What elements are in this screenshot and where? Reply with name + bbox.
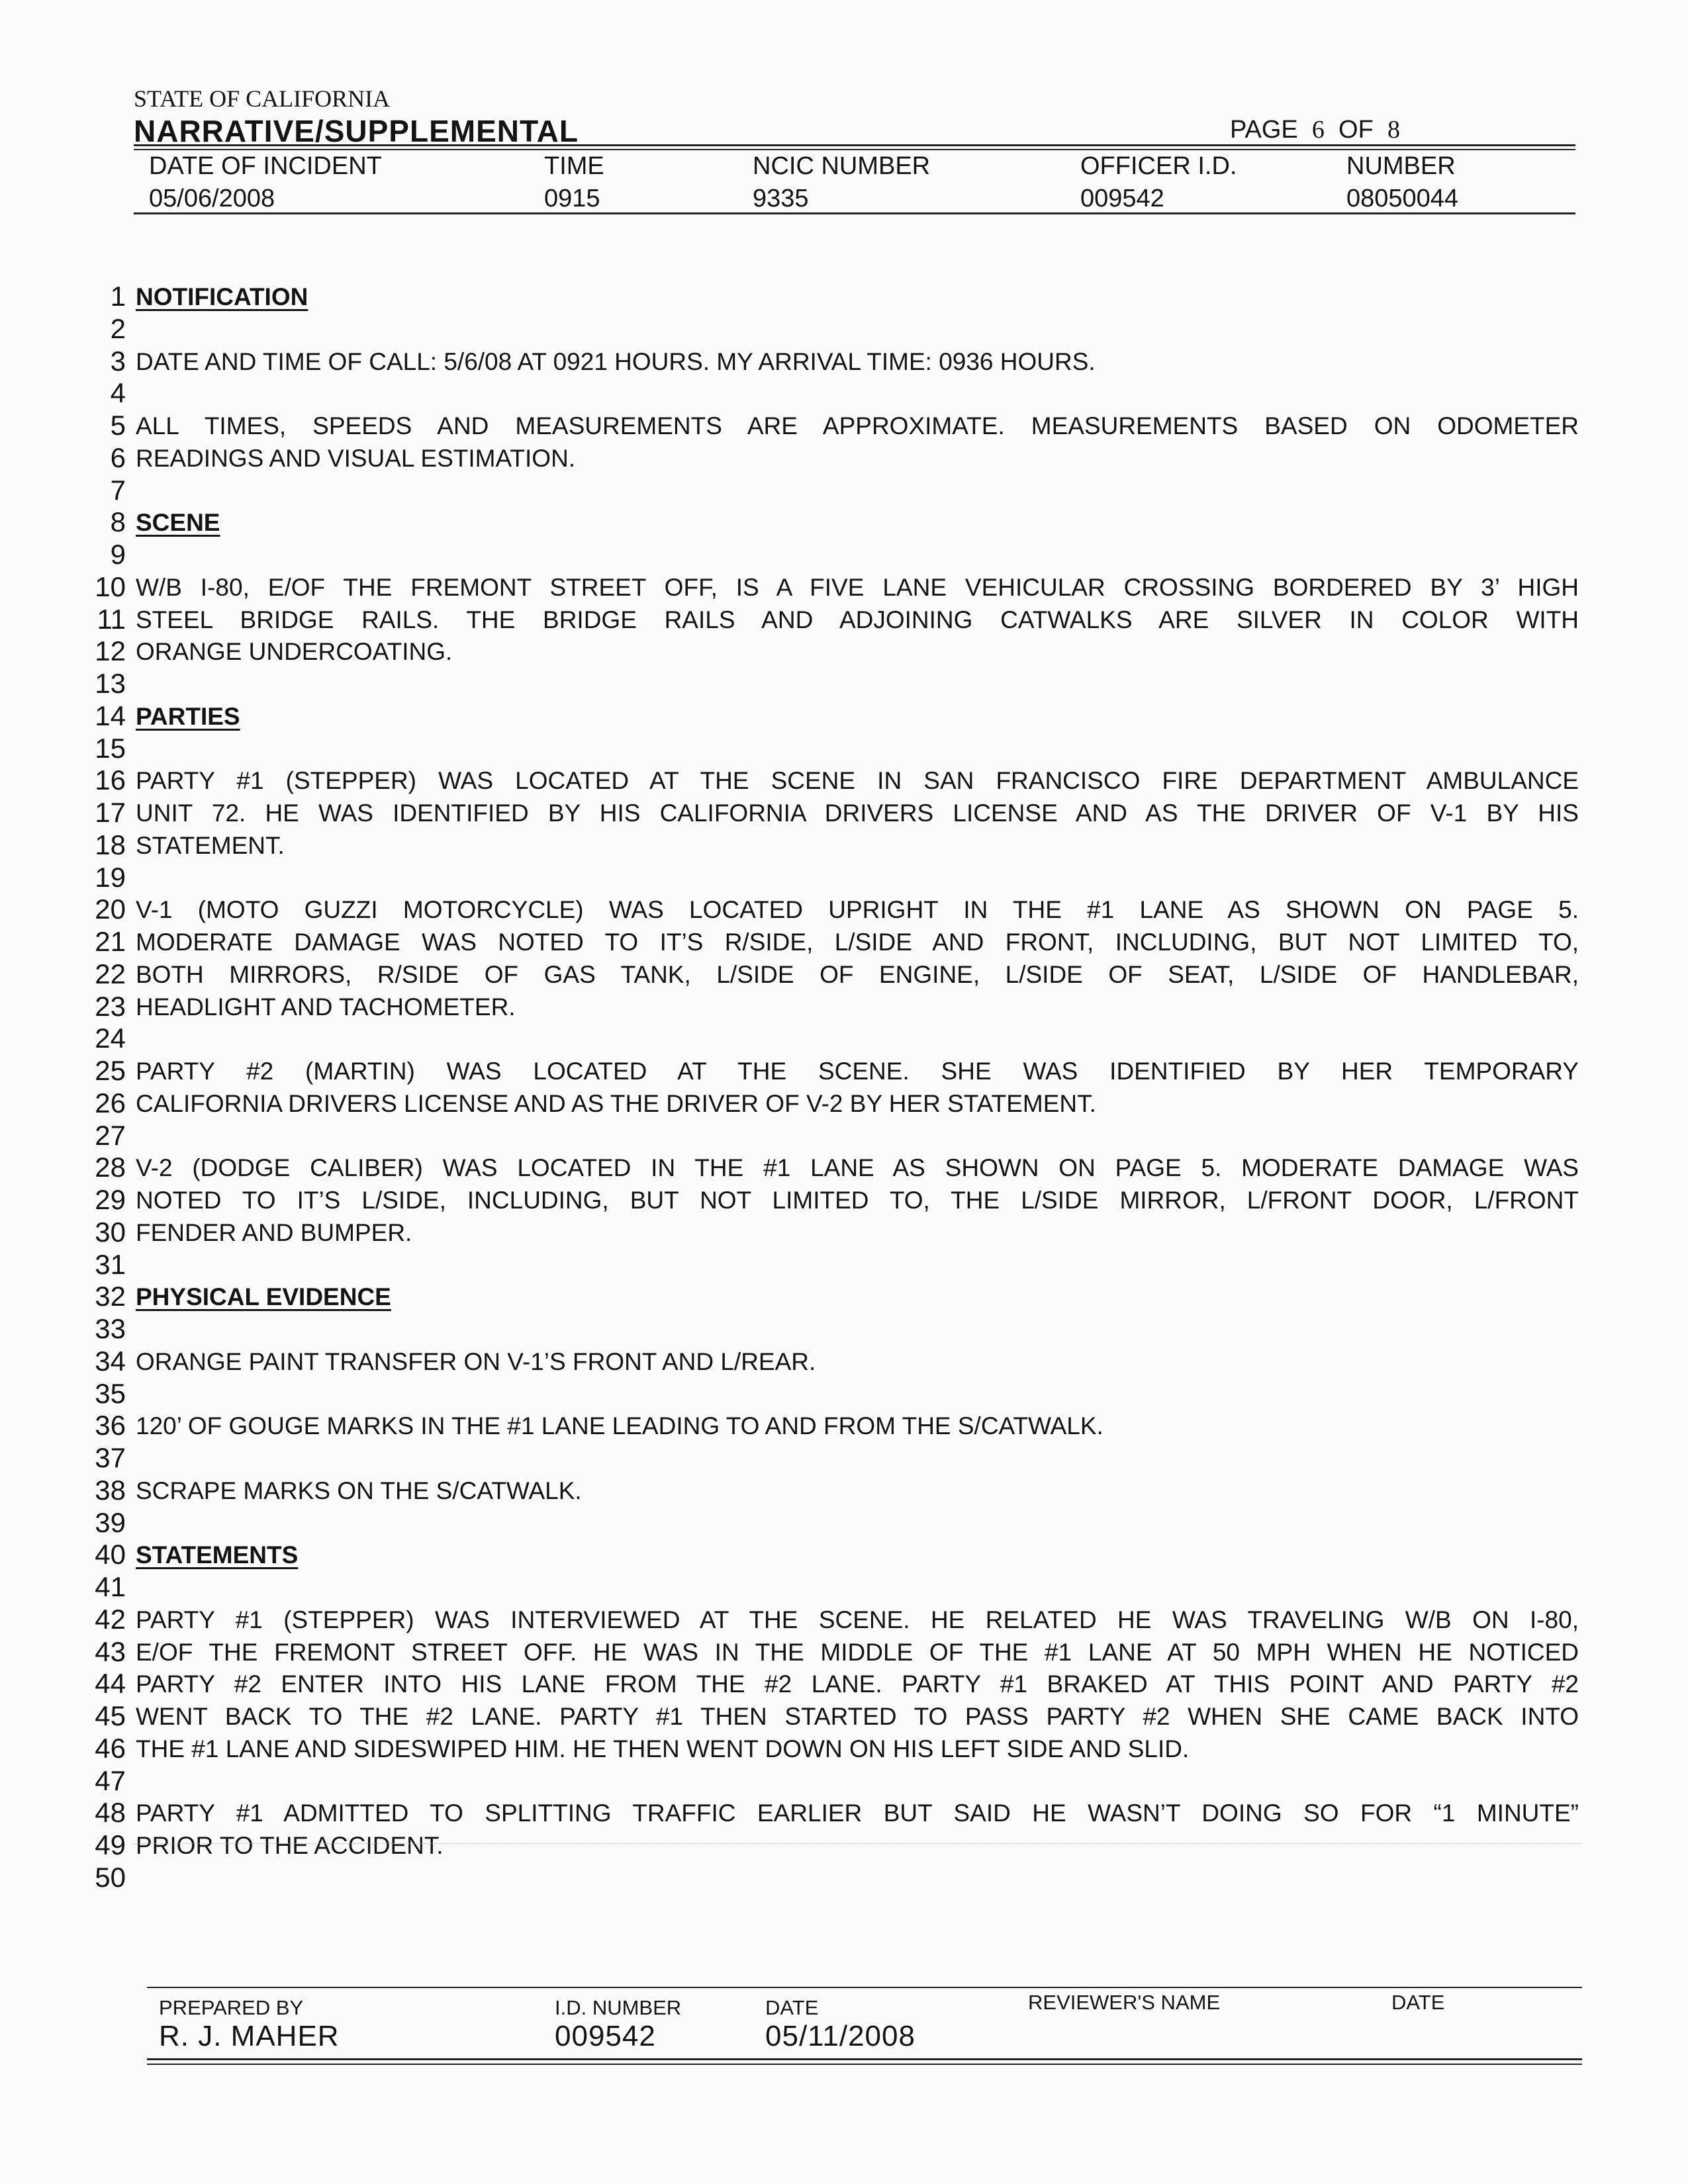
narrative-line: DATE AND TIME OF CALL: 5/6/08 AT 0921 HOURS. MY ARRIVAL TIME: 0936 HOURS. <box>136 347 1096 375</box>
line-number: 25 <box>95 1055 126 1086</box>
section-heading: NOTIFICATION <box>136 283 308 310</box>
reviewers-name-label: REVIEWER'S NAME <box>1028 1991 1221 2014</box>
of-label: OF <box>1338 116 1374 144</box>
narrative-line: ORANGE UNDERCOATING. <box>136 638 453 666</box>
line-number: 11 <box>97 603 126 635</box>
narrative-line: PRIOR TO THE ACCIDENT. <box>136 1832 444 1859</box>
line-number: 48 <box>95 1797 126 1829</box>
narrative-line: STEEL BRIDGE RAILS. THE BRIDGE RAILS AND ADJOINING CATWALKS ARE SILVER IN COLOR WITH <box>136 606 1579 633</box>
section-heading: SCENE <box>136 509 220 537</box>
line-number: 37 <box>95 1442 126 1473</box>
page-total: 8 <box>1387 116 1400 144</box>
line-number: 45 <box>95 1700 126 1731</box>
line-number: 46 <box>95 1732 126 1764</box>
footer-rule-bottom-2 <box>147 2064 1582 2065</box>
line-number: 10 <box>95 570 126 602</box>
narrative-line: V-2 (DODGE CALIBER) WAS LOCATED IN THE #1 LANE AS SHOWN ON PAGE 5. MODERATE DAMAGE WAS <box>136 1154 1579 1182</box>
narrative-line: UNIT 72. HE WAS IDENTIFIED BY HIS CALIFORNIA DRIVERS LICENSE AND AS THE DRIVER OF V-1 BY HIS <box>136 799 1579 827</box>
narrative-line: ORANGE PAINT TRANSFER ON V-1’S FRONT AND L/REAR. <box>136 1347 816 1375</box>
form-title: NARRATIVE/SUPPLEMENTAL <box>134 114 579 148</box>
narrative-line: CALIFORNIA DRIVERS LICENSE AND AS THE DRIVER OF V-2 BY HER STATEMENT. <box>136 1089 1096 1117</box>
ncic-number-label: NCIC NUMBER <box>753 152 931 180</box>
line-number: 40 <box>95 1539 126 1570</box>
narrative-line: THE #1 LANE AND SIDESWIPED HIM. HE THEN WENT DOWN ON HIS LEFT SIDE AND SLID. <box>136 1735 1190 1762</box>
section-heading: STATEMENTS <box>136 1541 299 1569</box>
narrative-line: SCRAPE MARKS ON THE S/CATWALK. <box>136 1477 582 1504</box>
line-number: 33 <box>95 1313 126 1344</box>
line-number: 43 <box>95 1635 126 1667</box>
section-heading: PARTIES <box>136 702 240 730</box>
narrative-line: MODERATE DAMAGE WAS NOTED TO IT’S R/SIDE, L/SIDE AND FRONT, INCLUDING, BUT NOT LIMITED TO, <box>136 929 1579 956</box>
footer-rule-bottom <box>147 2058 1582 2060</box>
line-number: 3 <box>110 345 126 377</box>
line-number: 47 <box>95 1764 126 1796</box>
header-rule-bottom <box>134 212 1575 214</box>
line-number: 16 <box>95 764 126 796</box>
line-number: 32 <box>95 1281 126 1312</box>
officer-id-label: OFFICER I.D. <box>1080 152 1237 180</box>
line-number: 29 <box>95 1184 126 1215</box>
number-label: NUMBER <box>1346 152 1456 180</box>
prepared-by-label: PREPARED BY <box>159 1996 304 2019</box>
line-number: 41 <box>95 1571 126 1602</box>
line-number: 28 <box>95 1152 126 1183</box>
line-number: 50 <box>95 1861 126 1893</box>
time-label: TIME <box>544 152 604 180</box>
line-number: 26 <box>95 1087 126 1118</box>
line-number: 36 <box>95 1410 126 1441</box>
page-indicator <box>1230 115 1400 144</box>
line-number: 21 <box>95 926 126 957</box>
narrative-line: HEADLIGHT AND TACHOMETER. <box>136 993 516 1021</box>
line-number: 44 <box>95 1668 126 1700</box>
footer-date-label: DATE <box>765 1996 819 2019</box>
narrative-line: 120’ OF GOUGE MARKS IN THE #1 LANE LEADING TO AND FROM THE S/CATWALK. <box>136 1412 1103 1440</box>
time-value: 0915 <box>544 185 600 212</box>
narrative-line: PARTY #2 ENTER INTO HIS LANE FROM THE #2 LANE. PARTY #1 BRAKED AT THIS POINT AND PARTY #2 <box>136 1670 1579 1698</box>
ncic-number-value: 9335 <box>753 185 809 212</box>
page-number: 6 <box>1311 116 1325 144</box>
state-of-california: STATE OF CALIFORNIA <box>134 85 391 112</box>
narrative-line: PARTY #1 (STEPPER) WAS INTERVIEWED AT THE SCENE. HE RELATED HE WAS TRAVELING W/B ON I-80, <box>136 1606 1579 1633</box>
line-number: 39 <box>95 1506 126 1538</box>
page-label: PAGE <box>1230 116 1298 144</box>
footer-date-value: 05/11/2008 <box>765 2020 915 2052</box>
narrative-line: V-1 (MOTO GUZZI MOTORCYCLE) WAS LOCATED UPRIGHT IN THE #1 LANE AS SHOWN ON PAGE 5. <box>136 896 1579 924</box>
prepared-by-value: R. J. MAHER <box>159 2020 340 2052</box>
reviewer-date-label: DATE <box>1391 1991 1445 2014</box>
line-number: 23 <box>95 990 126 1022</box>
officer-id-value: 009542 <box>1080 185 1164 212</box>
line-number: 35 <box>95 1377 126 1409</box>
narrative-line: W/B I-80, E/OF THE FREMONT STREET OFF, IS A FIVE LANE VEHICULAR CROSSING BORDERED BY 3’ HIGH <box>136 573 1579 601</box>
line-number: 34 <box>95 1345 126 1377</box>
line-number: 22 <box>95 958 126 989</box>
line-number: 4 <box>110 377 126 409</box>
line-number: 17 <box>95 797 126 828</box>
case-number-value: 08050044 <box>1346 185 1459 212</box>
line-number: 15 <box>95 732 126 764</box>
line-number: 14 <box>95 700 126 731</box>
narrative-line: ALL TIMES, SPEEDS AND MEASUREMENTS ARE APPROXIMATE. MEASUREMENTS BASED ON ODOMETER <box>136 412 1579 439</box>
narrative-line: STATEMENT. <box>136 831 285 859</box>
header-rule-top-2 <box>134 149 1575 150</box>
footer-rule-top <box>147 1987 1582 1988</box>
narrative-line: WENT BACK TO THE #2 LANE. PARTY #1 THEN STARTED TO PASS PARTY #2 WHEN SHE CAME BACK INTO <box>136 1703 1579 1730</box>
line-number: 38 <box>95 1474 126 1506</box>
line-number: 6 <box>110 441 126 473</box>
line-number: 18 <box>95 829 126 860</box>
narrative-line: PARTY #2 (MARTIN) WAS LOCATED AT THE SCENE. SHE WAS IDENTIFIED BY HER TEMPORARY <box>136 1058 1579 1085</box>
header-rule-top <box>134 144 1575 146</box>
line-number: 20 <box>95 893 126 925</box>
line-number: 12 <box>95 635 126 667</box>
line-number: 31 <box>95 1248 126 1280</box>
line-number: 13 <box>95 668 126 699</box>
narrative-line: FENDER AND BUMPER. <box>136 1218 412 1246</box>
id-number-value: 009542 <box>555 2020 656 2052</box>
date-of-incident-value: 05/06/2008 <box>149 185 275 212</box>
section-heading: PHYSICAL EVIDENCE <box>136 1283 391 1311</box>
narrative-line: PARTY #1 ADMITTED TO SPLITTING TRAFFIC EARLIER BUT SAID HE WASN’T DOING SO FOR “1 MINUTE” <box>136 1799 1579 1827</box>
line-number: 8 <box>110 506 126 538</box>
line-number: 7 <box>110 474 126 506</box>
line-number: 30 <box>95 1216 126 1248</box>
line-50-rule <box>134 1843 1582 1844</box>
line-number: 5 <box>110 410 126 441</box>
narrative-line: PARTY #1 (STEPPER) WAS LOCATED AT THE SCENE IN SAN FRANCISCO FIRE DEPARTMENT AMBULANCE <box>136 767 1579 795</box>
line-number: 24 <box>95 1023 126 1054</box>
narrative-line: E/OF THE FREMONT STREET OFF. HE WAS IN THE MIDDLE OF THE #1 LANE AT 50 MPH WHEN HE NOTICED <box>136 1638 1579 1666</box>
line-number: 49 <box>95 1829 126 1860</box>
line-number: 2 <box>110 312 126 344</box>
narrative-line: NOTED TO IT’S L/SIDE, INCLUDING, BUT NOT LIMITED TO, THE L/SIDE MIRROR, L/FRONT DOOR, L/FRONT <box>136 1187 1579 1214</box>
narrative-line: READINGS AND VISUAL ESTIMATION. <box>136 444 576 472</box>
line-number: 19 <box>95 861 126 893</box>
date-of-incident-label: DATE OF INCIDENT <box>149 152 382 180</box>
narrative-line: BOTH MIRRORS, R/SIDE OF GAS TANK, L/SIDE OF ENGINE, L/SIDE OF SEAT, L/SIDE OF HANDLEBAR, <box>136 960 1579 988</box>
line-number: 9 <box>110 539 126 570</box>
line-number: 1 <box>110 281 126 312</box>
line-number: 42 <box>95 1603 126 1635</box>
line-number: 27 <box>95 1119 126 1151</box>
id-number-label: I.D. NUMBER <box>555 1996 682 2019</box>
